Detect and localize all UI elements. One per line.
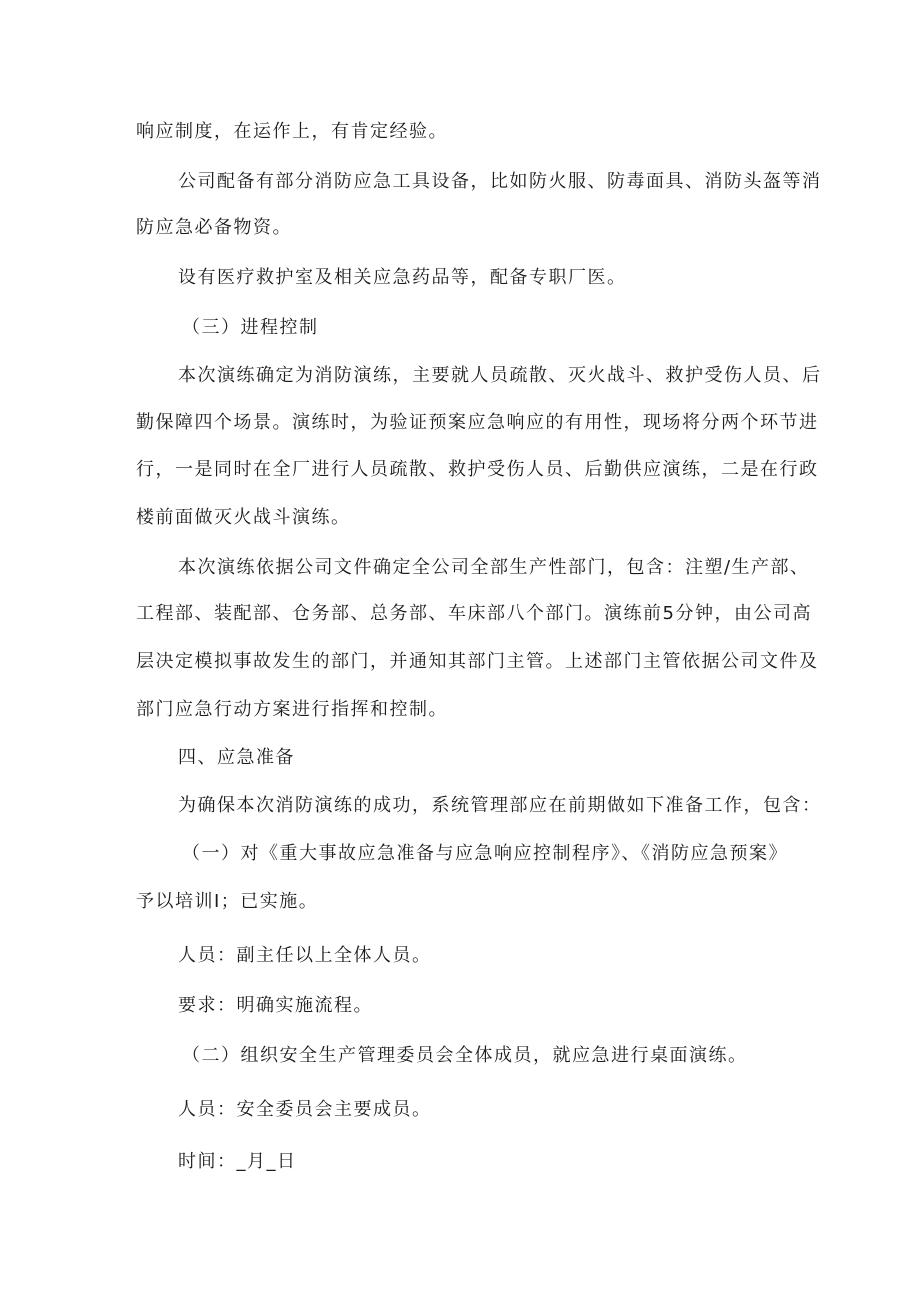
paragraph-line-17: 予以培训I；已实施。 xyxy=(136,891,319,912)
paragraph-line-19: 要求：明确实施流程。 xyxy=(178,995,373,1016)
section-heading-3: （三）进程控制 xyxy=(182,317,319,338)
paragraph-line-1: 响应制度，在运作上，有肯定经验。 xyxy=(136,121,448,142)
paragraph-line-10: 本次演练依据公司文件确定全公司全部生产性部门，包含：注塑/生产部、 xyxy=(178,557,810,578)
paragraph-line-7: 勤保障四个场景。演练时，为验证预案应急响应的有用性，现场将分两个环节进 xyxy=(136,412,819,433)
paragraph-line-9: 楼前面做灭火战斗演练。 xyxy=(136,507,351,528)
paragraph-line-6: 本次演练确定为消防演练，主要就人员疏散、灭火战斗、救护受伤人员、后 xyxy=(178,365,822,386)
paragraph-line-13: 部门应急行动方案进行指挥和控制。 xyxy=(136,699,448,720)
paragraph-line-22: 时间：_月_日 xyxy=(178,1151,297,1172)
paragraph-line-4: 设有医疗救护室及相关应急药品等，配备专职厂医。 xyxy=(178,267,627,288)
paragraph-line-12: 层决定模拟事故发生的部门，并通知其部门主管。上述部门主管依据公司文件及 xyxy=(136,651,819,672)
paragraph-line-21: 人员：安全委员会主要成员。 xyxy=(178,1099,432,1120)
paragraph-line-11: 工程部、装配部、仓务部、总务部、车床部八个部门。演练前5分钟，由公司高 xyxy=(136,603,812,624)
paragraph-line-3: 防应急必备物资。 xyxy=(136,217,292,238)
section-heading-4: 四、应急准备 xyxy=(178,747,295,768)
paragraph-line-20: （二）组织安全生产管理委员会全体成员，就应急进行桌面演练。 xyxy=(182,1045,748,1066)
paragraph-line-18: 人员：副主任以上全体人员。 xyxy=(178,945,432,966)
paragraph-line-2: 公司配备有部分消防应急工具设备，比如防火服、防毒面具、消防头盔等消 xyxy=(178,171,822,192)
paragraph-line-15: 为确保本次消防演练的成功，系统管理部应在前期做如下准备工作，包含： xyxy=(178,795,822,816)
paragraph-line-16: （一）对《重大事故应急准备与应急响应控制程序》、《消防应急预案》 xyxy=(182,843,788,864)
paragraph-line-8: 行，一是同时在全厂进行人员疏散、救护受伤人员、后勤供应演练，二是在行政 xyxy=(136,459,819,480)
